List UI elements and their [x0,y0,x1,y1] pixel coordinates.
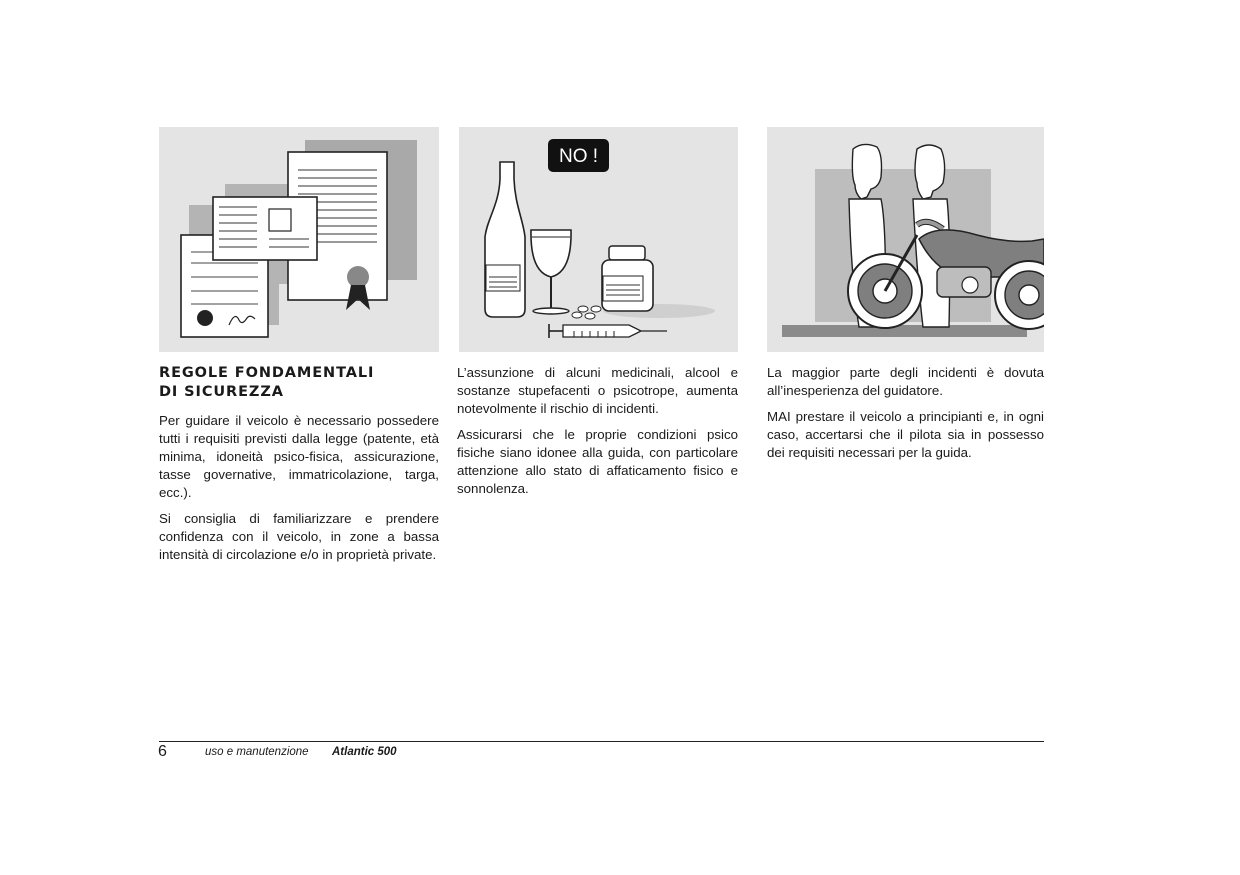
bottle-glass-pills-syringe-icon [459,127,738,352]
column-regole-fondamentali [159,364,439,572]
section-title-line1: REGOLE FONDAMENTALI [159,365,375,381]
page-number: 6 [158,743,167,760]
column-sostanze [457,364,738,506]
paragraph-condizioni: Assicurarsi che le proprie condizioni psico fisiche siano idonee alla guida, con particolare attenzione allo stato di affaticamento fisico e sonnolenza. [457,427,738,496]
footer-divider [159,741,1044,742]
no-badge-text: NO ! [558,146,599,167]
documents-illustration [159,127,439,352]
paragraph-incidenti: La maggior parte degli incidenti è dovuta all’inesperienza del guidatore. [767,365,1044,398]
paragraph-principianti: MAI prestare il veicolo a principianti e, in ogni caso, accertarsi che il pilota sia in possesso dei requisiti necessari per la guida. [767,409,1044,460]
paragraph-medicinali: L’assunzione di alcuni medicinali, alcool e sostanze stupefacenti o psicotrope, aumenta notevolmente il rischio di incidenti. [457,365,738,416]
riders-illustration [767,127,1044,352]
section-title-line2: DI SICUREZZA [159,384,284,400]
paragraph-familiarizzare: Si consiglia di familiarizzare e prendere confidenza con il veicolo, in zone a bassa intensità di circolazione e/o in proprietà private. [159,511,439,562]
footer-manual-label: uso e manutenzione [205,746,309,758]
documents-certificate-icon [159,127,439,352]
column-inesperienza [767,364,1044,470]
two-riders-motorcycle-icon [767,127,1044,352]
section-title [159,364,439,402]
footer-model-name: Atlantic 500 [332,746,397,758]
substances-illustration [459,127,738,352]
paragraph-requisiti: Per guidare il veicolo è necessario possedere tutti i requisiti previsti dalla legge (patente, età minima, idoneità psico-fisica, assicurazione, tasse governative, immatricolazione, targa, ecc.). [159,413,439,500]
